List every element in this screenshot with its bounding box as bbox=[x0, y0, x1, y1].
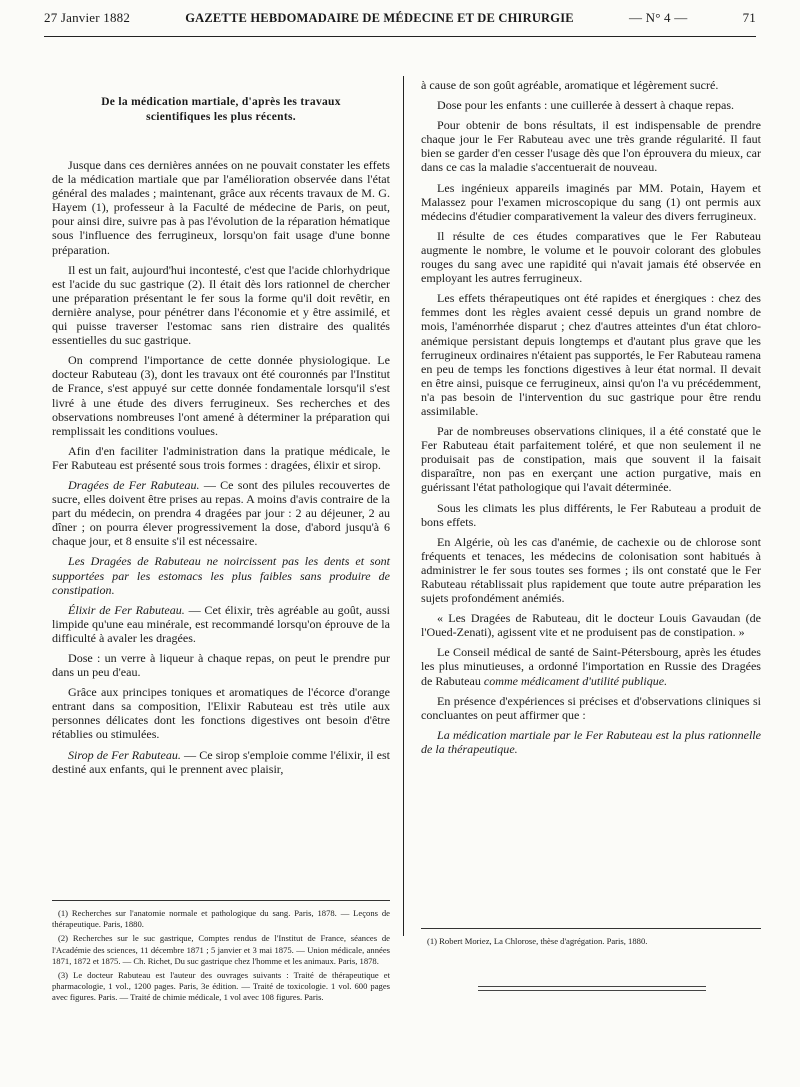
sirop-paragraph bbox=[52, 748, 390, 776]
footnote-rule-right bbox=[421, 928, 761, 929]
paragraph: En Algérie, où les cas d'anémie, de cachexie ou de chlorose sont fréquents et tenaces, les médecins de colonisation sont habitués à administrer le fer sous toutes ses formes ; ils ont constaté que le Fer Rabuteau rétablissait plus rapidement que toute autre préparation les sujets profondément anémiés. bbox=[421, 534, 761, 606]
elixir-more: Grâce aux principes toniques et aromatiques de l'écorce d'orange entrant dans sa composition, l'Elixir Rabuteau est très utile aux personnes délicates dont les fonctions digestives ont besoin d'être rétablies ou stimulées. bbox=[52, 685, 390, 742]
dragees-text: — Ce sont des pilules recouvertes de sucre, elles doivent être prises au repas. A moins d'avis contraire de la part du médecin, on prendra 4 dragées par jour : 2 au déjeuner, 2 au dîner ; on pourra élever progressivement la dose, d'abord jusqu'à 6 chaque jour, et 8 ensuite s'il est nécessaire. bbox=[52, 477, 390, 549]
article-title-line1: De la médication martiale, d'après les travaux bbox=[101, 96, 341, 108]
elixir-dose: Dose : un verre à liqueur à chaque repas, on peut le prendre pur dans un peu d'eau. bbox=[52, 651, 390, 680]
header-date: 27 Janvier 1882 bbox=[44, 10, 131, 25]
footnote: (2) Recherches sur le suc gastrique, Comptes rendus de l'Institut de France, séances de l'Académie des sciences, 11 décembre 1871 ; 5 janvier et 3 mai 1875. — Union médicale, années 1871, 1872 et 1875. — Ch. Richet, Du suc gastrique chez l'homme et les animaux. Paris, 1878. bbox=[52, 933, 390, 966]
paragraph: Il résulte de ces études comparatives que le Fer Rabuteau augmente le nombre, le volume et le pouvoir colorant des globules rouges du sang avec une rapidité qui n'avait jamais été observée en employant les autres ferrugineux. bbox=[421, 228, 761, 286]
dragees-heading: Dragées de Fer Rabuteau. bbox=[68, 477, 200, 492]
paragraph: à cause de son goût agréable, aromatique et légèrement sucré. bbox=[421, 78, 719, 92]
paragraph: On comprend l'importance de cette donnée physiologique. Le docteur Rabuteau (3), dont les travaux ont été couronnés par l'Institut de France, s'est appuyé sur cette donnée fondamentale lorsqu'il s'est livré à une étude des divers ferrugineux. Ses recherches et des observations nombreuses l'ont amené à déterminer la préparation qui remplissait les conditions voulues. bbox=[52, 353, 390, 438]
paragraph: Dose pour les enfants : une cuillerée à dessert à chaque repas. bbox=[437, 98, 735, 113]
page-header bbox=[44, 10, 756, 36]
dragees-italic: Les Dragées de Rabuteau ne noircissent pas les dents et sont supportées par les estomacs les plus faibles sans produire de constipation. bbox=[52, 554, 390, 597]
ornamental-rule bbox=[478, 986, 706, 991]
journal-title: GAZETTE HEBDOMADAIRE DE MÉDECINE ET DE CHIRURGIE bbox=[185, 11, 574, 25]
footnote: (3) Le docteur Rabuteau est l'auteur des ouvrages suivants : Traité de thérapeutique et pharmacologie, 1 vol., 1200 pages. Paris, 3e édition. — Traité de toxicologie. 1 vol. 600 pages avec figures. Paris. — Traité de chimie médicale, 1 vol avec 108 figures. Paris. bbox=[52, 970, 390, 1003]
footnotes-right bbox=[421, 936, 761, 950]
paragraph: Il est un fait, aujourd'hui incontesté, c'est que l'acide chlorhydrique est l'acide du suc gastrique (2). Il était dès lors rationnel de chercher une préparation présentant le fer sous la forme qu'il doit revêtir, en dernière analyse, pour pénétrer dans l'économie et y être assimilé, et qui puisse traverser l'estomac sans rien distraire des qualités essentielles du suc gastrique. bbox=[52, 262, 390, 348]
paragraph: Par de nombreuses observations cliniques, il a été constaté que le Fer Rabuteau était parfaitement toléré, et que non seulement il ne produisait pas de constipation, mais que souvent il la faisait disparaître, non pas en exerçant une action purgative, mais en guérissant l'état pathologique qui l'avait déterminée. bbox=[421, 424, 761, 495]
right-column bbox=[421, 78, 761, 762]
page-number: 71 bbox=[742, 10, 756, 25]
article-title-line2: scientifiques les plus récents. bbox=[146, 111, 296, 123]
left-column bbox=[52, 95, 390, 782]
footnote: (1) Recherches sur l'anatomie normale et pathologique du sang. Paris, 1878. — Leçons de thérapeutique. Paris, 1880. bbox=[52, 908, 390, 930]
dragees-paragraph bbox=[52, 478, 390, 548]
footnotes-left bbox=[52, 908, 390, 1007]
sirop-heading: Sirop de Fer Rabuteau. bbox=[68, 747, 181, 762]
header-rule bbox=[44, 36, 756, 37]
paragraph: Jusque dans ces dernières années on ne pouvait constater les effets de la médication martiale que par l'amélioration observée dans l'état général des malades ; maintenant, grâce aux récents travaux de M. G. Hayem (1), professeur à la Faculté de médecine de Paris, on peut, pour ainsi dire, suivre pas à pas l'évolution de la réparation hématique sous l'influence des ferrugineux, lorsqu'on fait usage d'une bonne préparation. bbox=[52, 158, 390, 257]
paragraph: Pour obtenir de bons résultats, il est indispensable de prendre chaque jour le Fer Rabuteau avec une très grande régularité. Il faut bien se garder d'en cesser l'usage dès que l'on éprouvera du mieux, car dans ce cas la maladie s'accentuerait de nouveau. bbox=[421, 118, 761, 175]
paragraph: Les ingénieux appareils imaginés par MM. Potain, Hayem et Malassez pour l'examen microscopique du sang (1) ont permis aux médecins d'étudier comparativement la valeur des divers ferrugineux. bbox=[421, 180, 761, 223]
presence-paragraph: En présence d'expériences si précises et d'observations cliniques si concluantes on peut affirmer que : bbox=[421, 693, 761, 722]
footnote: (1) Robert Moriez, La Chlorose, thèse d'agrégation. Paris, 1880. bbox=[427, 936, 648, 946]
russia-text: Le Conseil médical de santé de Saint-Pétersbourg, après les études les plus minutieuses, a ordonné l'importation en Russie des Dragées de Rabuteau bbox=[421, 645, 761, 688]
elixir-paragraph bbox=[52, 603, 390, 645]
conclusion: La médication martiale par le Fer Rabuteau est la plus rationnelle de la thérapeutique. bbox=[421, 727, 761, 756]
russia-italic: comme médicament d'utilité publique. bbox=[483, 673, 668, 688]
elixir-text: — Cet élixir, très agréable au goût, aussi limpide qu'une eau minérale, est recommandé lorsqu'on éprouve de la difficulté à avaler les dragées. bbox=[52, 602, 390, 645]
column-divider bbox=[403, 76, 404, 936]
paragraph: Les effets thérapeutiques ont été rapides et énergiques : chez des femmes dont les règles avaient cessé depuis un grand nombre de mois, l'aménorrhée disparut ; chez d'autres atteintes d'un état chloro-anémique persistant depuis longtemps et d'autant plus grave que les ferrugineux ordinaires n'étaient pas supportés, le Fer Rabuteau ramena en peu de temps les fonctions digestives à leur état normal. Il devait en être ainsi, puisque ce ferrugineux, ainsi qu'on l'a vu précédemment, n'a pas besoin de l'intervention du suc gastrique pour être rendu assimilable. bbox=[421, 291, 761, 418]
footnote-rule-left bbox=[52, 900, 390, 901]
russia-paragraph bbox=[421, 645, 761, 687]
elixir-heading: Élixir de Fer Rabuteau. bbox=[68, 602, 185, 617]
paragraph: « Les Dragées de Rabuteau, dit le docteur Louis Gavaudan (de l'Oued-Zenati), agissent vite et ne produisent pas de constipation. » bbox=[421, 611, 761, 640]
issue-number: — N° 4 — bbox=[628, 10, 688, 25]
sirop-text: — Ce sirop s'emploie comme l'élixir, il est destiné aux enfants, qui le prennent avec plaisir, bbox=[52, 747, 390, 776]
paragraph: Afin d'en faciliter l'administration dans la pratique médicale, le Fer Rabuteau est présenté sous trois formes : dragées, élixir et sirop. bbox=[52, 443, 390, 472]
paragraph: Sous les climats les plus différents, le Fer Rabuteau a produit de bons effets. bbox=[421, 500, 761, 529]
article-title bbox=[68, 95, 374, 125]
